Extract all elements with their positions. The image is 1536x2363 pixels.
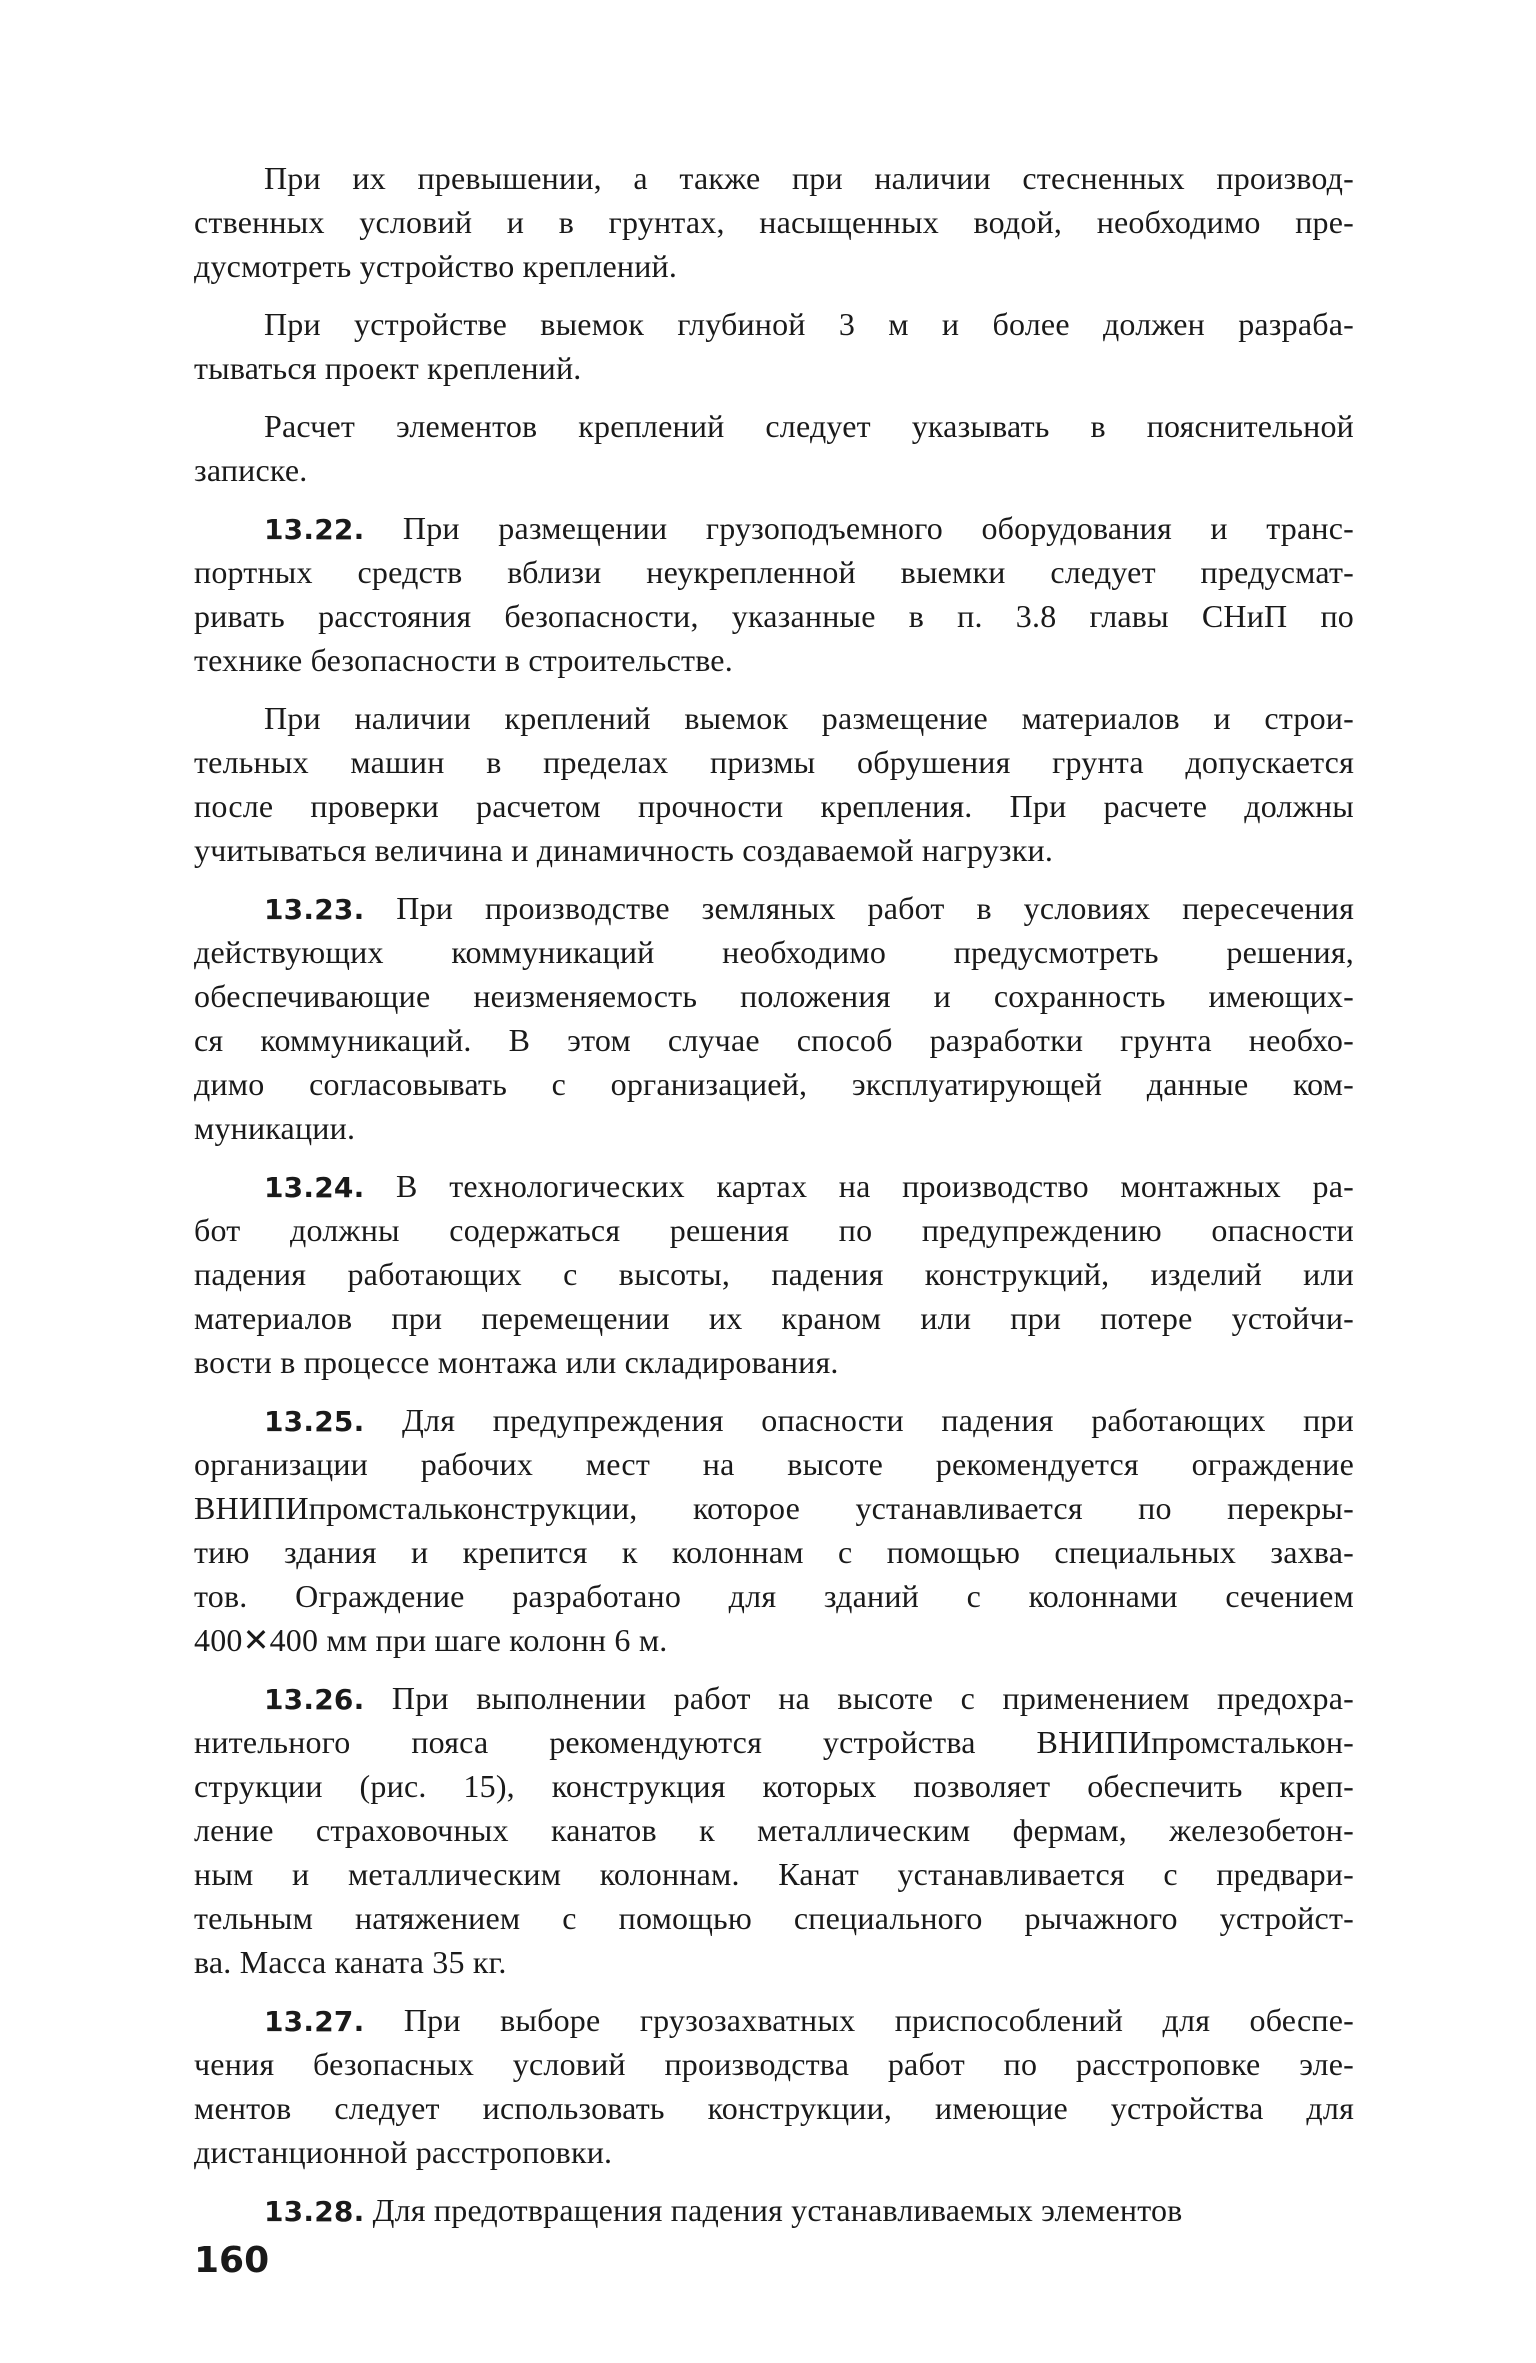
line-text: В технологических картах на производство монтажных ра- — [364, 1168, 1354, 1204]
line-text: ление страховочных канатов к металлическим фермам, железобетон- — [194, 1812, 1354, 1848]
text-line — [194, 506, 1354, 550]
line-text: тельным натяжением с помощью специального рычажного устройст- — [194, 1900, 1354, 1936]
line-text: димо согласовывать с организацией, эксплуатирующей данные ком- — [194, 1066, 1354, 1102]
text-line — [194, 784, 1354, 828]
line-text: бот должны содержаться решения по предупреждению опасности — [194, 1212, 1354, 1248]
text-line — [194, 448, 1354, 492]
line-text: ся коммуникаций. В этом случае способ разработки грунта необхо- — [194, 1022, 1354, 1058]
text-line — [194, 1208, 1354, 1252]
line-text: Расчет элементов креплений следует указывать в пояснительной — [264, 408, 1354, 444]
text-line — [194, 1442, 1354, 1486]
paragraph — [194, 1164, 1354, 1384]
line-text: тов. Ограждение разработано для зданий с колоннами сечением — [194, 1578, 1354, 1614]
line-text: портных средств вблизи неукрепленной выемки следует предусмат- — [194, 554, 1354, 590]
text-line — [194, 930, 1354, 974]
section-number: 13.28. — [264, 2195, 365, 2228]
text-line — [194, 404, 1354, 448]
text-line — [194, 740, 1354, 784]
text-line — [194, 2042, 1354, 2086]
paragraph — [194, 404, 1354, 492]
line-text: муникации. — [194, 1110, 356, 1146]
text-line — [194, 886, 1354, 930]
paragraph — [194, 2188, 1354, 2232]
page-body — [194, 156, 1354, 2246]
line-text: При производстве земляных работ в условиях пересечения — [364, 890, 1354, 926]
line-text: ственных условий и в грунтах, насыщенных водой, необходимо пре- — [194, 204, 1354, 240]
line-text: падения работающих с высоты, падения конструкций, изделий или — [194, 1256, 1354, 1292]
line-text: При наличии креплений выемок размещение материалов и строи- — [264, 700, 1354, 736]
text-line — [194, 1574, 1354, 1618]
text-line — [194, 2086, 1354, 2130]
paragraph — [194, 1998, 1354, 2174]
line-text: после проверки расчетом прочности крепления. При расчете должны — [194, 788, 1354, 824]
line-text: чения безопасных условий производства работ по расстроповке эле- — [194, 2046, 1354, 2082]
text-line — [194, 1618, 1354, 1662]
line-text: ривать расстояния безопасности, указанные в п. 3.8 главы СНиП по — [194, 598, 1354, 634]
text-line — [194, 346, 1354, 390]
text-line — [194, 1530, 1354, 1574]
paragraph — [194, 302, 1354, 390]
line-text: При их превышении, а также при наличии стесненных производ- — [264, 160, 1354, 196]
line-text: вости в процессе монтажа или складирования. — [194, 1344, 839, 1380]
line-text: ным и металлическим колоннам. Канат устанавливается с предвари- — [194, 1856, 1354, 1892]
line-text: дусмотреть устройство креплений. — [194, 248, 678, 284]
text-line — [194, 2188, 1354, 2232]
line-text: При устройстве выемок глубиной 3 м и более должен разраба- — [264, 306, 1354, 342]
text-line — [194, 1486, 1354, 1530]
text-line — [194, 550, 1354, 594]
text-line — [194, 1808, 1354, 1852]
text-line — [194, 1296, 1354, 1340]
text-line — [194, 200, 1354, 244]
text-line — [194, 1720, 1354, 1764]
line-text: тельных машин в пределах призмы обрушения грунта допускается — [194, 744, 1354, 780]
text-line — [194, 1018, 1354, 1062]
line-text: 400✕400 мм при шаге колонн 6 м. — [194, 1622, 668, 1658]
text-line — [194, 594, 1354, 638]
line-text: струкции (рис. 15), конструкция которых позволяет обеспечить креп- — [194, 1768, 1354, 1804]
page-number: 160 — [194, 2240, 270, 2281]
text-line — [194, 2130, 1354, 2174]
text-line — [194, 1252, 1354, 1296]
line-text: дистанционной расстроповки. — [194, 2134, 613, 2170]
line-text: обеспечивающие неизменяемость положения и сохранность имеющих- — [194, 978, 1354, 1014]
line-text: тываться проект креплений. — [194, 350, 582, 386]
line-text: организации рабочих мест на высоте рекомендуется ограждение — [194, 1446, 1354, 1482]
line-text: технике безопасности в строительстве. — [194, 642, 733, 678]
line-text: материалов при перемещении их краном или при потере устойчи- — [194, 1300, 1354, 1336]
text-line — [194, 1896, 1354, 1940]
paragraph — [194, 506, 1354, 682]
text-line — [194, 1998, 1354, 2042]
line-text: учитываться величина и динамичность создаваемой нагрузки. — [194, 832, 1054, 868]
section-number: 13.26. — [264, 1683, 365, 1716]
text-line — [194, 638, 1354, 682]
line-text: ва. Масса каната 35 кг. — [194, 1944, 507, 1980]
line-text: При размещении грузоподъемного оборудования и транс- — [364, 510, 1354, 546]
section-number: 13.23. — [264, 893, 365, 926]
line-text: ментов следует использовать конструкции, имеющие устройства для — [194, 2090, 1354, 2126]
text-line — [194, 244, 1354, 288]
line-text: действующих коммуникаций необходимо предусмотреть решения, — [194, 934, 1354, 970]
line-text: Для предупреждения опасности падения работающих при — [364, 1402, 1354, 1438]
paragraph — [194, 886, 1354, 1150]
text-line — [194, 302, 1354, 346]
line-text: нительного пояса рекомендуются устройства ВНИПИпромсталькон- — [194, 1724, 1354, 1760]
line-text: тию здания и крепится к колоннам с помощью специальных захва- — [194, 1534, 1354, 1570]
text-line — [194, 1340, 1354, 1384]
paragraph — [194, 156, 1354, 288]
text-line — [194, 1764, 1354, 1808]
text-line — [194, 828, 1354, 872]
line-text: Для предотвращения падения устанавливаемых элементов — [364, 2192, 1183, 2228]
line-text: При выполнении работ на высоте с применением предохра- — [364, 1680, 1354, 1716]
text-line — [194, 1398, 1354, 1442]
text-line — [194, 1852, 1354, 1896]
line-text: записке. — [194, 452, 308, 488]
paragraph — [194, 1398, 1354, 1662]
text-line — [194, 974, 1354, 1018]
text-line — [194, 696, 1354, 740]
section-number: 13.25. — [264, 1405, 365, 1438]
text-line — [194, 1940, 1354, 1984]
section-number: 13.24. — [264, 1171, 365, 1204]
text-line — [194, 156, 1354, 200]
text-line — [194, 1106, 1354, 1150]
paragraph — [194, 696, 1354, 872]
text-line — [194, 1062, 1354, 1106]
line-text: При выборе грузозахватных приспособлений для обеспе- — [364, 2002, 1354, 2038]
section-number: 13.22. — [264, 513, 365, 546]
text-line — [194, 1164, 1354, 1208]
paragraph — [194, 1676, 1354, 1984]
section-number: 13.27. — [264, 2005, 365, 2038]
line-text: ВНИПИпромстальконструкции, которое устанавливается по перекры- — [194, 1490, 1354, 1526]
text-line — [194, 1676, 1354, 1720]
